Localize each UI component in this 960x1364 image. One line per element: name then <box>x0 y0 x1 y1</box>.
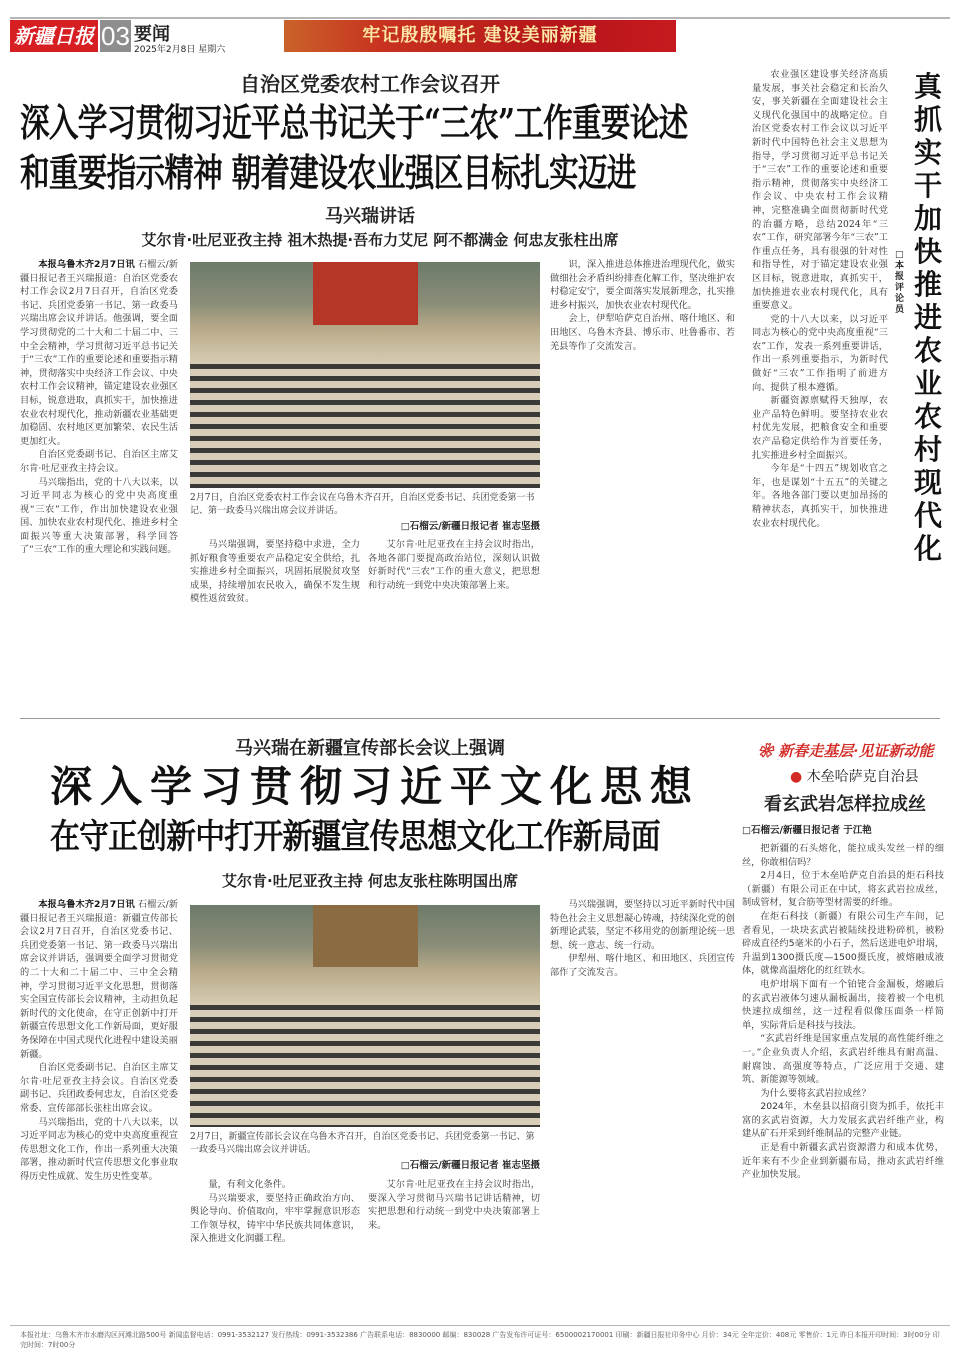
photo-credit: □石榴云/新疆日报记者 崔志坚摄 <box>400 1160 540 1171</box>
paragraph: 马兴瑞强调，要坚持稳中求进，全力抓好粮食等重要农产品稳定安全供给，扎实推进乡村全面振兴，巩固拓展脱贫攻坚成果，持续增加农民收入，确保不发生规模性返贫致贫。 <box>190 539 360 605</box>
article3-byline: □石榴云/新疆日报记者 于江艳 <box>742 825 872 836</box>
location-line <box>790 766 919 786</box>
article2-column <box>20 898 178 1319</box>
article1-column <box>190 538 360 701</box>
article1-column <box>550 258 735 707</box>
photo-credit: □石榴云/新疆日报记者 崔志坚摄 <box>400 521 540 532</box>
paragraph: 2月4日，位于木垒哈萨克自治县的炬石科技（新疆）有限公司正在中试，将玄武岩拉成丝，制成管材，复合筋等型材需要的纤维。 <box>742 870 944 909</box>
article3-text <box>742 842 944 1318</box>
article2-title-line1: 深入学习贯彻习近平文化思想 <box>50 762 701 811</box>
footer-rule <box>10 1325 950 1326</box>
article1-kicker: 自治区党委农村工作会议召开 <box>240 72 500 96</box>
paragraph: 电炉坩埚下面有一个铂铑合金漏板，熔融后的玄武岩液体匀速从漏板漏出，接着被一个电机快速拉成细丝，这一过程看似像压面条一样简单，实际背后是科技与技法。 <box>742 978 944 1031</box>
paragraph: 艾尔肯·吐尼亚孜在主持会议时指出，要深入学习贯彻马兴瑞书记讲话精神，切实把思想和行动统一到党中央决策部署上来。 <box>368 1179 540 1231</box>
section-divider <box>20 718 940 719</box>
article1-subtitle: 马兴瑞讲话 <box>325 206 415 227</box>
paragraph: 自治区党委副书记、自治区主席艾尔肯·吐尼亚孜主持会议。自治区党委副书记、兵团政委何忠友，自治区党委常委、宣传部部长张柱出席会议。 <box>20 1062 178 1114</box>
paragraph: 会上，伊犁哈萨克自治州、喀什地区、和田地区、乌鲁木齐县、博乐市、吐鲁番市、若羌县等作了交流发言。 <box>550 313 735 352</box>
paragraph-text: 石榴云/新疆日报记者王兴瑞报道：自治区党委农村工作会议2月7日召开，自治区党委书记、兵团党委第一书记、第一政委马兴瑞出席会议并讲话。他强调，要全面学习贯彻党的二十大和二十届二中、三中全会精神，学习贯彻习近平总书记关于“三农”工作的重要论述和重要指示精神，贯彻落实中央经济工作会议、中央农村工作会议精神，锚定建设农业强区目标，锐意进取，真抓实干，加快推进农业农村现代化，推动新疆农业基础更加稳固、农村地区更加繁荣、农民生活更加红火。 <box>20 259 178 447</box>
commentary-title: 真抓实干 加快推进农业农村现代化 <box>913 70 942 565</box>
slogan-banner: 牢记殷殷嘱托 建设美丽新疆 <box>284 20 676 52</box>
dateline: 本报乌鲁木齐2月7日讯 <box>38 899 135 910</box>
paragraph: 在炬石科技（新疆）有限公司生产车间，记者看见，一块块玄武岩被陆续投进粉碎机，被粉碎成直径约5毫米的小石子，然后送进电炉坩埚，升温到1300摄氏度—1500摄氏度，被熔融成液体，就像高温熔化的红红铁水。 <box>742 910 944 977</box>
paragraph: 农业强区建设事关经济高质量发展，事关社会稳定和长治久安，事关新疆在全面建设社会主义现代化强国中的战略定位。自治区党委农村工作会议以习近平新时代中国特色社会主义思想为指导，学习贯彻习近平总书记关于“三农”工作的重要论述和重要指示精神，贯彻落实中央经济工作会议、中央农村工作会议精神，完整准确全面贯彻新时代党的治疆方略，总结2024年“三农”工作，研究部署今年“三农”工作重点任务，具有很强的针对性和指导性，对于锚定建设农业强区目标，锐意进取，真抓实干，加快推进农业农村现代化，具有重要意义。 <box>752 69 888 312</box>
paragraph-text: 石榴云/新疆日报记者王兴瑞报道：新疆宣传部长会议2月7日召开，自治区党委书记、兵团党委第一书记、第一政委马兴瑞出席会议并讲话，强调要全面学习贯彻党的二十大和二十届二中、三中全会精神，学习贯彻习近平文化思想，贯彻落实全国宣传部长会议精神，主动担负起新时代的文化使命，在守正创新中打开新疆宣传思想文化工作新局面，更好服务保障在中国式现代化进程中建设美丽新疆。 <box>20 899 178 1060</box>
newspaper-logo: 新疆日报 <box>10 20 98 52</box>
article3-title: 看玄武岩怎样拉成丝 <box>764 794 926 815</box>
flower-icon: ❀ <box>758 742 779 760</box>
paragraph: 量，有利文化条件。 <box>208 1179 292 1190</box>
series-banner <box>758 740 933 761</box>
paragraph: 马兴瑞指出，党的十八大以来，以习近平同志为核心的党中央高度重视宣传思想文化工作，作出一系列重大决策部署，推动新时代宣传思想文化事业取得历史性成就、发生历史性变革。 <box>20 1116 178 1182</box>
article1-title-line1: 深入学习贯彻习近平总书记关于“三农”工作重要论述 <box>20 100 688 145</box>
article2-photo-caption <box>190 1131 540 1171</box>
paragraph: 把新疆的石头熔化，能拉成头发丝一样的细丝，你敢相信吗？ <box>742 843 944 868</box>
location: 木垒哈萨克自治县 <box>806 769 919 785</box>
commentary-byline: □本报评论员 <box>895 250 905 315</box>
paragraph: 马兴瑞强调，要坚持以习近平新时代中国特色社会主义思想凝心铸魂，持续深化党的创新理论武装，坚定不移用党的创新理论统一思想、统一意志、统一行动。 <box>550 899 735 951</box>
dateline: 本报乌鲁木齐2月7日讯 <box>38 259 135 270</box>
issue-date: 2025年2月8日 星期六 <box>134 45 226 55</box>
section-name: 要闻 <box>134 24 170 45</box>
top-rule <box>10 17 950 19</box>
series-label: 新春走基层·见证新动能 <box>778 742 934 760</box>
paragraph: 艾尔肯·吐尼亚孜在主持会议时指出，各地各部门要提高政治站位，深刻认识做好新时代“三农”工作的重大意义，把思想和行动统一到党中央决策部署上来。 <box>368 539 540 591</box>
article2-photo <box>190 905 540 1127</box>
caption-text: 2月7日，自治区党委农村工作会议在乌鲁木齐召开，自治区党委书记、兵团党委第一书记、第一政委马兴瑞出席会议并讲话。 <box>190 493 535 516</box>
article2-column <box>190 1178 360 1314</box>
article1-column <box>20 258 178 707</box>
article2-attendees: 艾尔肯·吐尼亚孜主持 何忠友张柱陈明国出席 <box>222 872 518 890</box>
article2-kicker: 马兴瑞在新疆宣传部长会议上强调 <box>235 738 505 759</box>
article2-title-line2: 在守正创新中打开新疆宣传思想文化工作新局面 <box>50 817 660 857</box>
paragraph: 今年是“十四五”规划收官之年，也是谋划“十五五”的关键之年。各地各部门要以更加昂扬的精神状态，真抓实干，加快推进农业农村现代化。 <box>752 463 888 529</box>
article1-column <box>368 538 540 701</box>
paragraph: 新疆资源禀赋得天独厚，农业产品特色鲜明。要坚持农业农村优先发展，把粮食安全和重要农产品稳定供给作为首要任务，扎实推进乡村全面振兴。 <box>752 395 888 461</box>
article1-attendees: 艾尔肯·吐尼亚孜主持 祖木热提·吾布力艾尼 阿不都满金 何忠友张柱出席 <box>141 231 619 249</box>
paragraph: 党的十八大以来，以习近平同志为核心的党中央高度重视“三农”工作，发表一系列重要讲话，作出一系列重要指示，为新时代做好“三农”工作指明了前进方向、提供了根本遵循。 <box>752 313 888 393</box>
caption-text: 2月7日，新疆宣传部长会议在乌鲁木齐召开，自治区党委书记、兵团党委第一书记、第一政委马兴瑞出席会议并讲话。 <box>190 1132 535 1155</box>
paragraph: “玄武岩纤维是国家重点发展的高性能纤维之一。”企业负责人介绍，玄武岩纤维具有耐高温、耐腐蚀、高强度等特点，广泛应用于交通、建筑、新能源等领域。 <box>742 1033 944 1086</box>
article2-column <box>550 898 735 1319</box>
paragraph: 正是看中新疆玄武岩资源潜力和成本优势，近年来有不少企业到新疆布局，推动玄武岩纤维产业加快发展。 <box>742 1142 944 1181</box>
paragraph <box>20 898 178 1061</box>
article1-photo-caption <box>190 492 540 532</box>
article2-column <box>368 1178 540 1314</box>
location-pin-icon: ● <box>790 769 803 785</box>
paragraph: 2024年，木垒县以招商引资为抓手，依托丰富的玄武岩资源，大力发展玄武岩纤维产业，构建从矿石开采到纤维制品的完整产业链。 <box>742 1101 944 1140</box>
footer-info: 本报社址：乌鲁木齐市水磨沟区河滩北路500号 新闻监督电话：0991-3532127 发行热线：0991-3532386 广告联系电话：8830000 邮编：830028 广告发布许可证号：6500002170001 印刷：新疆日报社印务中心 月价：34元 全年定价：408元 零售价：1元 昨日本报开印时间：3时00分 印完时间：7时00分 <box>20 1331 940 1349</box>
paragraph: 自治区党委副书记、自治区主席艾尔肯·吐尼亚孜主持会议。 <box>20 449 178 474</box>
paragraph: 伊犁州、喀什地区、和田地区、兵团宣传部作了交流发言。 <box>550 953 735 978</box>
paragraph: 马兴瑞要求，要坚持正确政治方向、舆论导向、价值取向，牢牢掌握意识形态工作领导权，铸牢中华民族共同体意识，深入推进文化润疆工程。 <box>190 1192 360 1245</box>
article1-title-line2: 和重要指示精神 朝着建设农业强区目标扎实迈进 <box>20 150 636 195</box>
article1-photo <box>190 262 540 488</box>
paragraph: 识，深入推进总体推进治理现代化，做实做细社会矛盾纠纷排查化解工作，坚决维护农村稳定安宁，要全面落实发展新理念，扎实推进乡村振兴，加快农业农村现代化。 <box>550 259 735 311</box>
paragraph: 马兴瑞指出，党的十八大以来，以习近平同志为核心的党中央高度重视“三农”工作，作出加快建设农业强国、加快农业农村现代化、推进乡村全面振兴等重大决策部署，科学回答了“三农”工作的重大理论和实践问题。 <box>20 476 178 556</box>
commentary-text <box>752 68 888 707</box>
page-number: 03 <box>101 21 130 51</box>
paragraph: 为什么要将玄武岩拉成丝？ <box>760 1087 871 1099</box>
paragraph <box>20 258 178 448</box>
